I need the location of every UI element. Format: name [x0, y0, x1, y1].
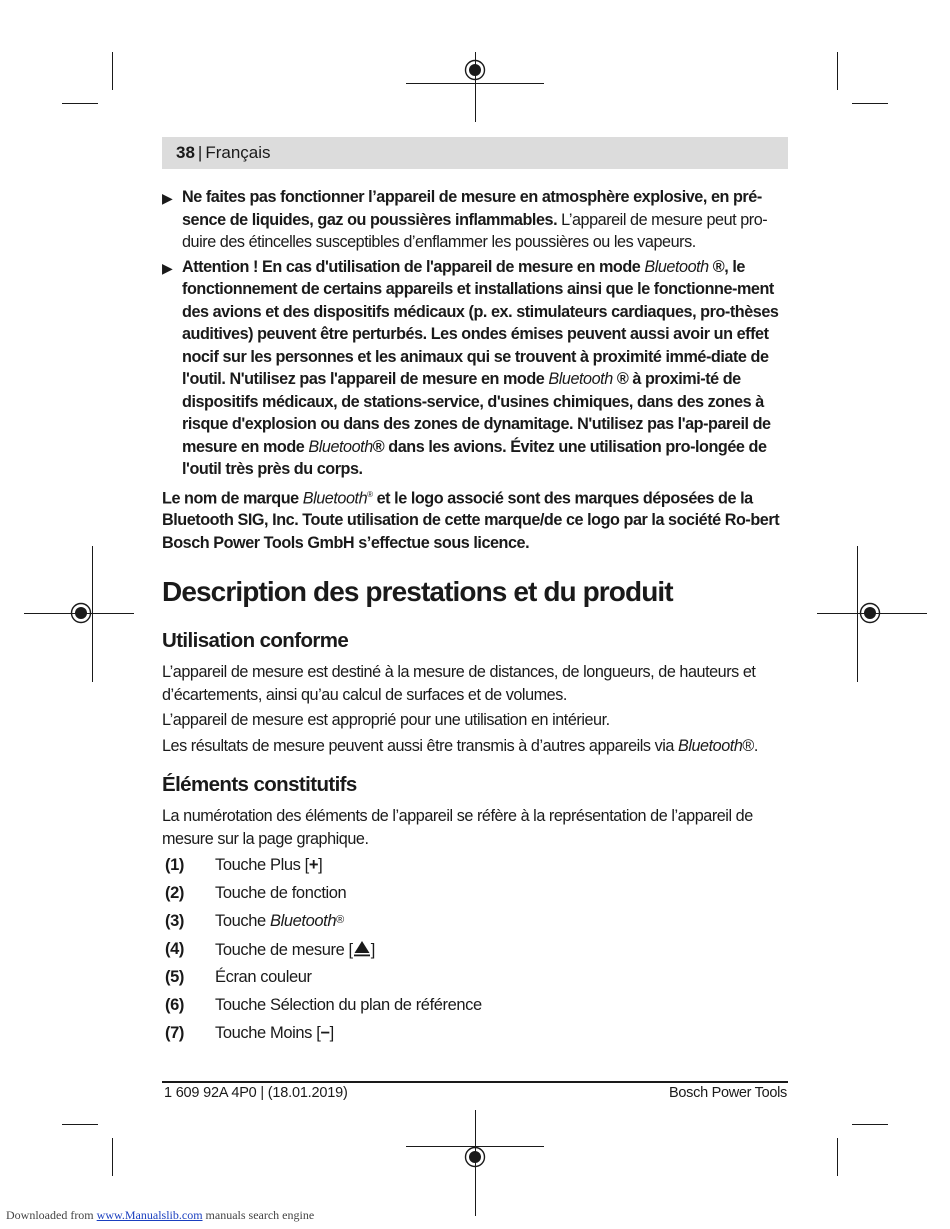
usage-heading: Utilisation conforme [162, 629, 349, 652]
item-label: Touche Sélection du plan de référence [215, 996, 482, 1014]
download-notice [6, 1208, 314, 1223]
item-number: (5) [165, 968, 184, 986]
measure-triangle-icon [353, 940, 371, 957]
manualslib-link[interactable]: www.Manualslib.com [96, 1208, 203, 1222]
download-text: manuals search engine [202, 1208, 315, 1222]
registered-mark: ® [336, 914, 344, 926]
crop-mark [62, 103, 98, 104]
item-label: Touche de fonction [215, 884, 347, 902]
minus-symbol: − [320, 1024, 330, 1042]
item-text: Touche [215, 912, 270, 930]
list-item [162, 856, 788, 884]
crop-mark [112, 52, 113, 90]
bluetooth-term: Bluetooth [302, 488, 368, 507]
registration-mark-icon [859, 602, 881, 624]
footer-brand: Bosch Power Tools [669, 1085, 787, 1101]
crop-mark [112, 1138, 113, 1176]
list-item [162, 968, 788, 996]
usage-body [162, 661, 788, 757]
components-heading: Éléments constitutifs [162, 773, 357, 796]
crop-mark [837, 52, 838, 90]
list-item [162, 1024, 788, 1052]
crop-mark [852, 1124, 888, 1125]
bluetooth-term: Bluetooth [308, 437, 373, 456]
item-text: Touche Moins [ [215, 1024, 321, 1042]
item-label: Écran couleur [215, 968, 312, 986]
crop-mark [62, 1124, 98, 1125]
components-list [162, 856, 788, 1052]
bluetooth-term: Bluetooth [548, 370, 613, 388]
trademark-text: et le logo associé sont des marques déposées de la Bluetooth SIG, Inc. Toute utilisation de cette marque/de ce logo par la société Ro-bert Bosch Power Tools GmbH s’effectue sous licence. [162, 488, 780, 552]
bullet-arrow-icon: ▶ [162, 259, 173, 276]
item-text: Touche de mesure [ [215, 941, 353, 959]
trademark-text: Le nom de marque [162, 488, 303, 507]
usage-paragraph: L’appareil de mesure est destiné à la mesure de distances, de longueurs, de hauteurs et d’écartements, ainsi qu’au calcul de surfaces et de volumes. [162, 663, 756, 704]
warning-bluetooth-text [182, 258, 778, 479]
warning-text: L’appareil de mesure peut pro-duire des étincelles susceptibles d’enflammer les poussières ou les vapeurs. [182, 210, 768, 251]
item-number: (6) [165, 996, 184, 1014]
safety-warnings [162, 186, 788, 554]
registration-mark-icon [464, 59, 486, 81]
crop-mark [837, 1138, 838, 1176]
bullet-arrow-icon: ▶ [162, 190, 173, 206]
item-number: (4) [165, 940, 184, 958]
item-text: Touche Plus [ [215, 856, 309, 874]
item-text: ] [329, 1024, 334, 1042]
warning-text-part: ® dans les avions. Évitez une utilisation pro-longée de l'outil très près du corps. [182, 437, 767, 478]
list-item [162, 996, 788, 1024]
item-text: ] [318, 856, 323, 874]
warning-bold-text: Ne faites pas fonctionner l’appareil de mesure en atmosphère explosive, en pré-sence de liquides, gaz ou poussières inflammables. [182, 188, 762, 229]
bluetooth-term: Bluetooth [644, 257, 709, 276]
list-item [162, 940, 788, 968]
warning-bluetooth [162, 256, 788, 481]
crop-mark [857, 546, 858, 682]
usage-text: ®. [742, 736, 758, 755]
warning-text-part: ®, le fonctionnement de certains appareils et installations ainsi que le fonctionne-ment des avions et des dispositifs médicaux (p. ex. stimulateurs cardiaques, pro-thèses auditives) peuvent être perturbés. Les ondes émises peuvent aussi avoir un effet nocif sur les personnes et les animaux qui se trouvent à proximité immé-diate de l'outil. N'utilisez pas l'appareil de mesure en mode [182, 257, 779, 388]
warning-text-part: ® à proximi-té de dispositifs médicaux, de stations-service, d'usines chimiques, dans des zones à risque d'explosion ou dans des zones de dynamitage. N'utilisez pas l'ap-pareil de mesure en mode [182, 370, 771, 456]
item-label [215, 940, 375, 960]
bluetooth-term: Bluetooth [678, 736, 743, 755]
item-number: (1) [165, 856, 184, 874]
item-label [215, 856, 322, 875]
footer-rule [162, 1081, 788, 1083]
header-separator: | [197, 143, 203, 162]
trademark-notice [162, 484, 788, 555]
page-header [162, 137, 788, 169]
components-intro: La numérotation des éléments de l’appareil se réfère à la représentation de l’appareil de mesure sur la page graphique. [162, 807, 753, 848]
crop-mark [92, 546, 93, 682]
footer-doc-id: 1 609 92A 4P0 | (18.01.2019) [164, 1085, 348, 1101]
item-number: (7) [165, 1024, 184, 1042]
header-language: Français [205, 143, 271, 162]
item-number: (3) [165, 912, 184, 930]
registered-mark: ® [367, 489, 373, 499]
warning-text-part: Attention ! En cas d'utilisation de l'appareil de mesure en mode [182, 257, 645, 276]
download-text: Downloaded from [6, 1208, 97, 1222]
registration-mark-icon [70, 602, 92, 624]
item-label [215, 1024, 334, 1043]
bluetooth-term: Bluetooth [270, 912, 337, 930]
list-item [162, 884, 788, 912]
item-text: ] [370, 941, 375, 959]
plus-symbol: + [308, 856, 319, 874]
page-number: 38 [176, 143, 195, 162]
registration-mark-icon [464, 1146, 486, 1168]
list-item [162, 912, 788, 940]
usage-paragraph [162, 735, 788, 758]
crop-mark [852, 103, 888, 104]
usage-text: Les résultats de mesure peuvent aussi être transmis à d’autres appareils via [162, 736, 679, 755]
item-number: (2) [165, 884, 184, 902]
item-label [215, 912, 344, 931]
section-title: Description des prestations et du produit [162, 576, 673, 607]
usage-paragraph: L’appareil de mesure est approprié pour une utilisation en intérieur. [162, 711, 610, 729]
warning-explosive [162, 186, 788, 254]
